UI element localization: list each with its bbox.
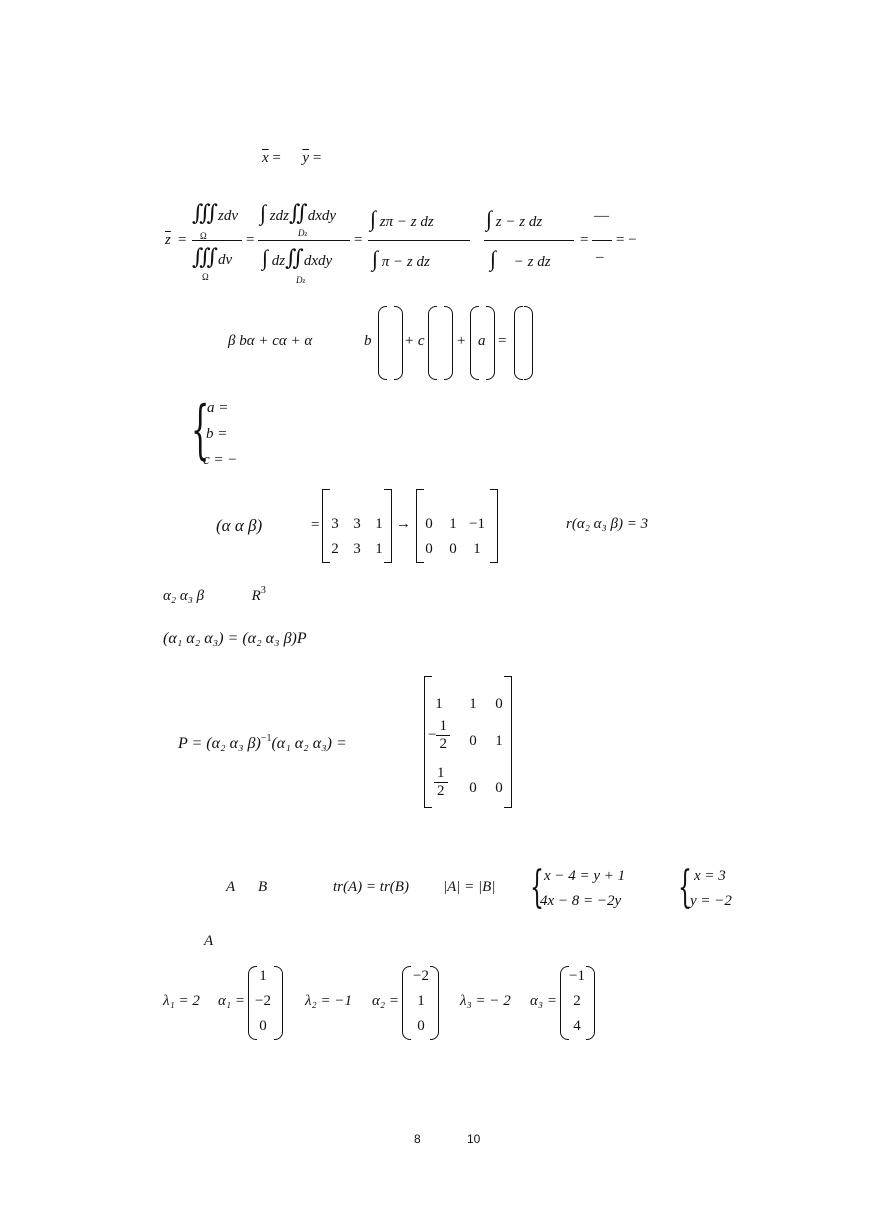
arrow-icon: → [396,516,411,532]
fraction-bar [258,240,350,241]
vector-paren-left [428,306,437,380]
matrix-bracket-right [490,489,498,563]
matrix-a-label: A [226,879,236,895]
vector-paren-left [378,306,387,380]
vector-paren-right [444,306,453,380]
rank-statement: r(α₂ α₃ β) = 3 [566,516,649,532]
blank-numerator: — [594,208,609,224]
equals-sign: = [178,232,187,248]
integral-num: ∫ zdz∬dxdy [260,200,337,225]
vector-paren-right [430,966,439,1040]
vector-paren-right [394,306,403,380]
integral-num: ∫ z − z dz [486,206,543,231]
eigenvalue: λ₃ = − 2 [460,993,511,1009]
triple-integral-num: ∭zdv [192,200,239,225]
omega-subscript: Ω [202,272,209,282]
vector-entry: 2 [573,993,581,1009]
determinant-equation: |A| = |B| [443,879,496,895]
matrix-cell: 1 [375,516,383,532]
vector-paren-right [274,966,283,1040]
coef-a: a [478,333,486,349]
matrix-cell: 1 [449,516,457,532]
matrix-cell: 0 [495,696,503,712]
vector-paren-right [524,306,533,380]
coef-b: b [364,333,372,349]
blank-denominator: _ [596,244,604,260]
matrix-cell: 1 [435,696,443,712]
basis-line: α₂ α₃ β $R^3$ [163,585,266,604]
integral-den: ∫ dz∬dxdy [262,245,333,270]
equals-sign: = [272,150,281,166]
matrix-cell: 1 [375,541,383,557]
matrix-b-label: B [258,879,268,895]
omega-subscript: Ω [200,231,207,241]
vector-paren-left [514,306,523,380]
equals-sign: = [312,150,322,166]
matrix-cell: 0 [449,541,457,557]
vector-entry: 0 [417,1018,425,1034]
vector-entry: −2 [255,993,271,1009]
matrix-bracket-right [504,676,512,808]
solution-row: x = 3 [694,868,726,884]
matrix-cell: 1 [473,541,481,557]
matrix-cell: 3 [353,541,361,557]
matrix-cell: 0 [425,516,433,532]
ybar-symbol: $\overline{y}$ [302,150,310,166]
matrix-cell: 0 [495,780,503,796]
vector-entry: 1 [259,968,267,984]
augmented-matrix-label: (α α β) [216,516,263,535]
left-brace: { [191,393,210,467]
system-row: 4x − 8 = −2y [540,893,622,909]
vector-entry: −1 [569,968,585,984]
fraction-bar [368,240,470,241]
equals-sign: = [498,333,507,349]
matrix-cell: 1 [469,696,477,712]
fraction-bar [484,240,574,241]
system-row: a = [207,400,229,416]
matrix-cell: 3 [331,516,339,532]
trace-equation: tr(A) = tr(B) [333,879,409,895]
equals-sign: = [354,232,363,248]
integral-num: ∫ zπ − z dz [370,206,434,231]
zbar-symbol: $\overline{z}$ [165,232,171,248]
fraction-bar [592,240,612,241]
matrix-cell: −1 [469,516,485,532]
integral-den: ∫ − z dz [490,246,551,271]
left-brace: { [530,862,544,913]
matrix-cell-fraction: − $\frac{1}{2}$ [428,718,450,753]
equals-sign: = [580,232,589,248]
eigenvector-label: α₁ = [218,993,245,1009]
integral-den: ∫ π − z dz [372,246,430,271]
matrix-cell: 0 [469,780,477,796]
matrix-cell: 0 [469,733,477,749]
vector-paren-right [486,306,495,380]
xbar-symbol: $\overline{x}$ [262,150,269,166]
fraction-bar [192,240,242,241]
eigenvalue: λ₁ = 2 [163,993,200,1009]
eigenvalue: λ₂ = −1 [305,993,352,1009]
equals-sign: = [311,517,320,533]
vector-entry: 1 [417,993,425,1009]
vector-paren-right [586,966,595,1040]
transition-equation: (α₁ α₂ α₃) = (α₂ α₃ β)P [163,630,307,647]
vector-entry: 0 [259,1018,267,1034]
matrix-cell: 3 [353,516,361,532]
matrix-cell: 2 [331,541,339,557]
dz-subscript: Dz [298,228,308,238]
p-lhs: P = (α₂ α₃ β)$^{-1}$(α₁ α₂ α₃) = [178,733,347,752]
system-row: x − 4 = y + 1 [544,868,626,884]
dz-subscript: Dz [296,275,306,285]
plus-sign: + [457,333,466,349]
equals-sign: = [246,232,255,248]
vector-entry: 4 [573,1018,581,1034]
matrix-cell: 1 [495,733,503,749]
coef-c: + c [404,333,425,349]
matrix-a-label: A [204,933,214,949]
final-value: = − [616,232,637,248]
system-row: b = [206,426,228,442]
solution-row: y = −2 [690,893,732,909]
eigenvector-label: α₃ = [530,993,557,1009]
matrix-bracket-right [384,489,392,563]
page-total: 10 [467,1132,481,1146]
vector-entry: −2 [413,968,429,984]
page-number: 8 [414,1132,421,1146]
beta-expression: β bα + cα + α [228,333,313,349]
left-brace: { [678,862,692,913]
matrix-cell: 0 [425,541,433,557]
eigenvector-label: α₂ = [372,993,399,1009]
centroid-line [262,150,321,167]
triple-integral-den: ∭dv [192,244,233,269]
system-row: c = − [203,452,238,468]
matrix-cell-fraction: $\frac{1}{2}$ [434,765,448,800]
